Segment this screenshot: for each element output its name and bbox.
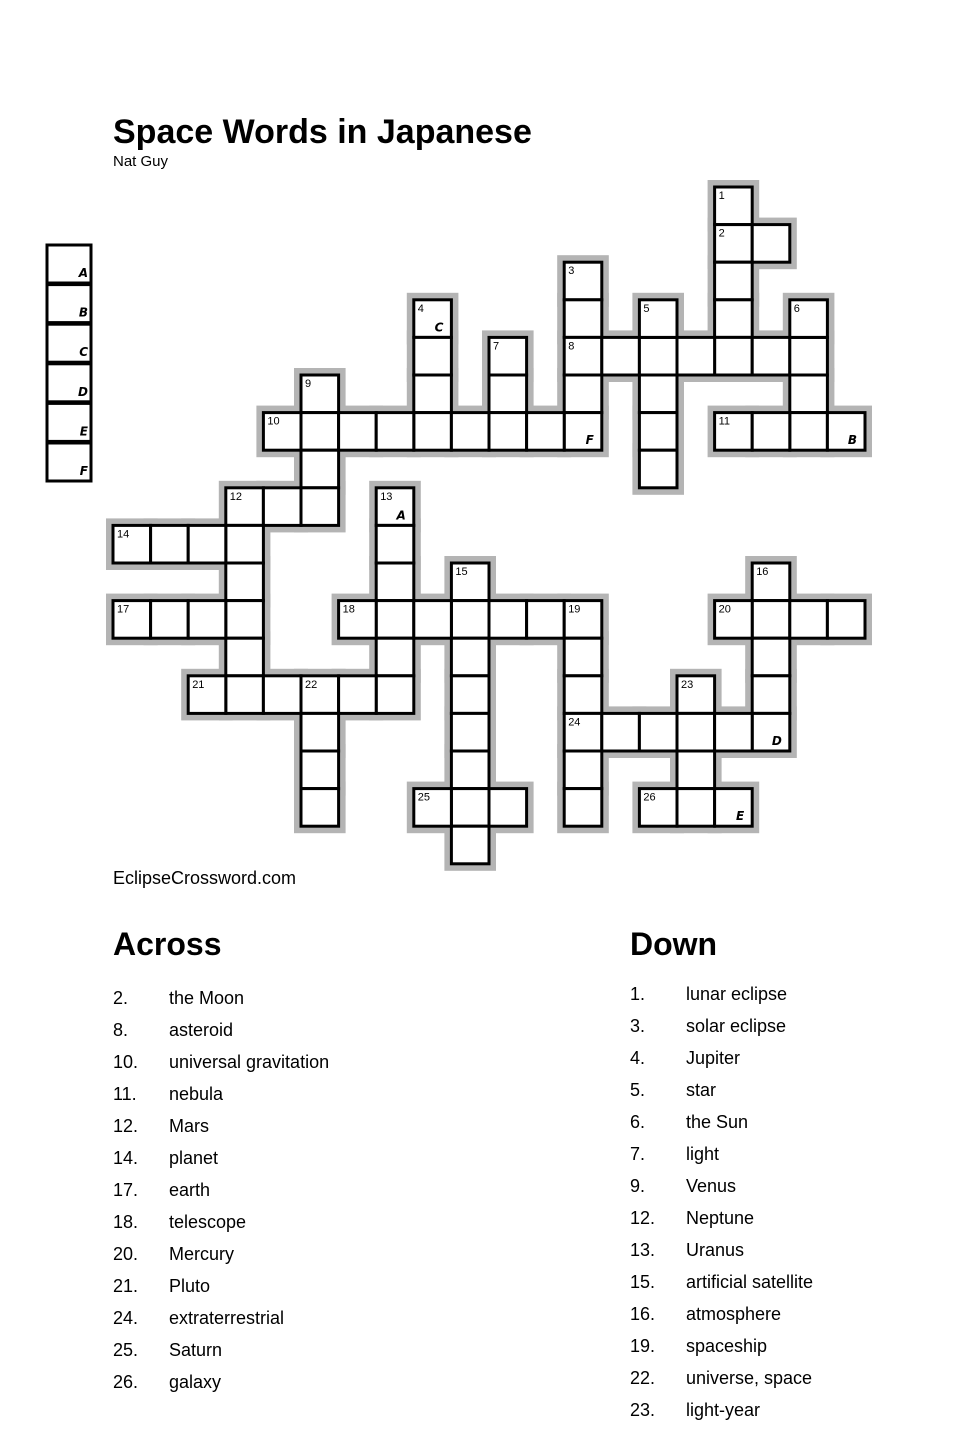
grid-cell[interactable] [451, 601, 489, 639]
clue-text: Pluto [169, 1276, 211, 1296]
grid-cell[interactable] [752, 337, 790, 375]
clue-number: 17. [113, 1180, 139, 1200]
clue-number: 6. [630, 1112, 646, 1132]
clue-text: atmosphere [686, 1304, 782, 1324]
clue-text: universal gravitation [169, 1052, 330, 1072]
grid-cell[interactable] [639, 337, 677, 375]
across-clue-list [113, 988, 329, 1404]
clue-text: Mars [169, 1116, 209, 1136]
puzzle-title: Space Words in Japanese [113, 113, 532, 151]
cell-number: 22 [305, 678, 318, 691]
down-clue [630, 1240, 813, 1272]
clue-number: 24. [113, 1308, 139, 1328]
clue-text: earth [169, 1180, 211, 1200]
clue-text: telescope [169, 1212, 247, 1232]
grid-cell[interactable] [226, 525, 264, 563]
clue-number: 10. [113, 1052, 139, 1072]
grid-cell[interactable] [564, 375, 602, 413]
grid-cell[interactable] [339, 413, 377, 451]
secret-letter-marker: D [771, 734, 782, 748]
down-clue [630, 1144, 813, 1176]
clue-text: light-year [686, 1400, 761, 1420]
clue-number: 18. [113, 1212, 139, 1232]
across-clue [113, 1244, 329, 1276]
clue-number: 8. [113, 1020, 129, 1040]
cell-number: 6 [793, 302, 800, 315]
across-clue [113, 1052, 329, 1084]
cell-number: 18 [342, 603, 355, 616]
secret-word-label: C [79, 345, 88, 360]
grid-cell[interactable] [301, 789, 339, 827]
cell-number: 8 [568, 340, 575, 353]
down-clue [630, 1208, 813, 1240]
grid-cell[interactable] [226, 563, 264, 601]
across-clue [113, 988, 329, 1020]
clue-text: the Sun [686, 1112, 749, 1132]
grid-cell[interactable] [677, 713, 715, 751]
secret-word-label: B [78, 305, 88, 320]
clue-number: 14. [113, 1148, 139, 1168]
grid-cell[interactable] [564, 638, 602, 676]
grid-cell[interactable] [301, 488, 339, 526]
grid-cell[interactable] [263, 488, 301, 526]
clue-number: 21. [113, 1276, 139, 1296]
down-clue [630, 1080, 813, 1112]
clue-text: galaxy [169, 1372, 222, 1392]
down-clue [630, 1336, 813, 1368]
cell-number: 7 [493, 340, 500, 353]
down-clue [630, 1272, 813, 1304]
grid-cell[interactable] [564, 789, 602, 827]
grid-cell[interactable] [677, 789, 715, 827]
grid-cell[interactable] [564, 413, 602, 451]
clue-number: 19. [630, 1336, 656, 1356]
grid-cell[interactable] [301, 450, 339, 488]
across-clue [113, 1372, 329, 1404]
grid-cell[interactable] [715, 337, 753, 375]
grid-cell[interactable] [376, 601, 414, 639]
secret-word-label: D [78, 384, 88, 399]
cell-number: 17 [117, 603, 130, 616]
grid-cell[interactable] [226, 601, 264, 639]
grid-cell[interactable] [639, 450, 677, 488]
grid-cell[interactable] [489, 601, 527, 639]
grid-cell[interactable] [376, 563, 414, 601]
across-clue [113, 1180, 329, 1212]
puzzle-author: Nat Guy [113, 153, 169, 170]
grid-cell[interactable] [376, 676, 414, 714]
down-clue [630, 984, 813, 1016]
across-clue [113, 1212, 329, 1244]
grid-cell[interactable] [451, 713, 489, 751]
cell-number: 25 [417, 791, 431, 804]
cell-number: 16 [756, 566, 769, 578]
grid-cell[interactable] [489, 789, 527, 827]
clue-number: 15. [630, 1272, 656, 1292]
clue-number: 22. [630, 1368, 656, 1388]
cell-number: 5 [643, 302, 650, 315]
cell-number: 21 [192, 678, 205, 691]
clue-text: star [686, 1080, 717, 1100]
cell-number: 15 [455, 566, 468, 578]
site-credit: EclipseCrossword.com [113, 868, 297, 888]
grid-cell[interactable] [564, 676, 602, 714]
grid-cell[interactable] [790, 337, 828, 375]
grid-cell[interactable] [414, 375, 452, 413]
secret-word-label: F [79, 464, 88, 478]
grid-cell[interactable] [564, 751, 602, 789]
grid-cell[interactable] [376, 525, 414, 563]
grid-cell[interactable] [414, 601, 452, 639]
across-heading: Across [113, 926, 222, 962]
cell-number: 13 [380, 490, 393, 503]
grid-cell[interactable] [827, 413, 865, 451]
secret-word-label: A [78, 266, 88, 280]
grid-cell[interactable] [790, 375, 828, 413]
cell-number: 20 [718, 603, 731, 616]
grid-cell[interactable] [301, 713, 339, 751]
grid-cell[interactable] [263, 676, 301, 714]
cell-number: 4 [417, 302, 424, 315]
cell-number: 26 [643, 791, 656, 804]
clue-text: lunar eclipse [686, 984, 788, 1004]
cell-number: 12 [229, 490, 243, 503]
grid-cell[interactable] [715, 789, 753, 827]
secret-letter-marker: A [396, 508, 406, 523]
grid-cell[interactable] [489, 413, 527, 451]
grid-cell[interactable] [188, 601, 226, 639]
clue-text: Uranus [686, 1240, 745, 1260]
grid-cell[interactable] [790, 601, 828, 639]
grid-cell[interactable] [677, 337, 715, 375]
grid-cell[interactable] [339, 676, 377, 714]
clue-text: universe, space [686, 1368, 813, 1388]
across-clue [113, 1276, 329, 1308]
clue-text: extraterrestrial [169, 1308, 285, 1328]
down-clue-list [630, 984, 813, 1432]
grid-cell[interactable] [752, 225, 790, 263]
clue-text: Mercury [169, 1244, 235, 1264]
clue-text: Venus [686, 1176, 737, 1196]
grid-cell[interactable] [376, 638, 414, 676]
grid-cell[interactable] [527, 413, 565, 451]
across-clue [113, 1340, 329, 1372]
clue-text: spaceship [686, 1336, 768, 1356]
grid-cell[interactable] [301, 751, 339, 789]
down-clue [630, 1112, 813, 1144]
grid-cell[interactable] [564, 300, 602, 338]
down-heading: Down [630, 926, 718, 962]
grid-cell[interactable] [639, 375, 677, 413]
grid-cell[interactable] [414, 413, 452, 451]
clue-text: the Moon [169, 988, 245, 1008]
clue-text: solar eclipse [686, 1016, 787, 1036]
clue-number: 12. [630, 1208, 656, 1228]
secret-letter-marker: B [847, 433, 857, 448]
grid-cell[interactable] [188, 525, 226, 563]
grid-cell[interactable] [527, 601, 565, 639]
grid-cell[interactable] [414, 337, 452, 375]
grid-cell[interactable] [715, 262, 753, 300]
across-clue [113, 1084, 329, 1116]
secret-letter-marker: F [585, 433, 594, 448]
grid-cell[interactable] [451, 413, 489, 451]
down-clue [630, 1400, 813, 1432]
clue-number: 12. [113, 1116, 139, 1136]
clue-number: 25. [113, 1340, 139, 1360]
grid-cell[interactable] [752, 601, 790, 639]
across-clue [113, 1148, 329, 1180]
clue-text: Saturn [169, 1340, 223, 1360]
down-clue [630, 1304, 813, 1336]
clue-number: 2. [113, 988, 129, 1008]
grid-cell[interactable] [489, 375, 527, 413]
clue-number: 1. [630, 984, 646, 1004]
grid-cell[interactable] [301, 413, 339, 451]
grid-cell[interactable] [639, 413, 677, 451]
grid-cell[interactable] [752, 676, 790, 714]
cell-number: 3 [568, 265, 575, 278]
down-clue [630, 1368, 813, 1400]
cell-number: 1 [718, 190, 725, 202]
clue-number: 7. [630, 1144, 646, 1164]
grid-cell[interactable] [376, 413, 414, 451]
clue-number: 20. [113, 1244, 139, 1264]
clue-number: 9. [630, 1176, 646, 1196]
grid-cell[interactable] [715, 713, 753, 751]
clue-text: light [686, 1144, 720, 1164]
grid-cell[interactable] [451, 676, 489, 714]
clue-number: 5. [630, 1080, 646, 1100]
grid-cell[interactable] [151, 525, 189, 563]
clue-number: 16. [630, 1304, 656, 1324]
across-clue [113, 1020, 329, 1052]
clue-text: asteroid [169, 1020, 234, 1040]
grid-cell[interactable] [677, 751, 715, 789]
grid-cell[interactable] [602, 713, 640, 751]
clue-text: planet [169, 1148, 219, 1168]
cell-number: 2 [718, 227, 725, 240]
cell-number: 24 [568, 716, 581, 729]
cell-number: 11 [718, 415, 731, 428]
clue-number: 3. [630, 1016, 646, 1036]
grid-cell[interactable] [752, 413, 790, 451]
cell-number: 19 [568, 603, 581, 616]
across-clue [113, 1116, 329, 1148]
clue-number: 11. [113, 1084, 137, 1104]
grid-cell[interactable] [827, 601, 865, 639]
grid-cell[interactable] [451, 826, 489, 864]
grid-cell[interactable] [151, 601, 189, 639]
clue-text: nebula [169, 1084, 224, 1104]
grid-cell[interactable] [602, 337, 640, 375]
secret-letter-marker: E [735, 809, 745, 824]
secret-letter-marker: C [434, 320, 444, 335]
grid-cell[interactable] [752, 638, 790, 676]
grid-cell[interactable] [715, 300, 753, 338]
grid-cell[interactable] [639, 713, 677, 751]
cell-number: 14 [117, 528, 130, 541]
clue-text: Jupiter [686, 1048, 741, 1068]
clue-number: 26. [113, 1372, 139, 1392]
secret-word-label: E [79, 424, 88, 439]
grid-cell[interactable] [451, 638, 489, 676]
grid-cell[interactable] [790, 413, 828, 451]
cell-number: 23 [681, 678, 694, 691]
down-clue [630, 1048, 813, 1080]
clue-number: 23. [630, 1400, 656, 1420]
cell-number: 9 [305, 378, 312, 390]
clue-number: 13. [630, 1240, 656, 1260]
clue-number: 4. [630, 1048, 646, 1068]
across-clue [113, 1308, 329, 1340]
clue-text: Neptune [686, 1208, 755, 1228]
down-clue [630, 1176, 813, 1208]
grid-cell[interactable] [226, 638, 264, 676]
clue-text: artificial satellite [686, 1272, 814, 1292]
down-clue [630, 1016, 813, 1048]
grid-cell[interactable] [451, 789, 489, 827]
grid-cell[interactable] [451, 751, 489, 789]
grid-cell[interactable] [226, 676, 264, 714]
cell-number: 10 [267, 415, 280, 428]
